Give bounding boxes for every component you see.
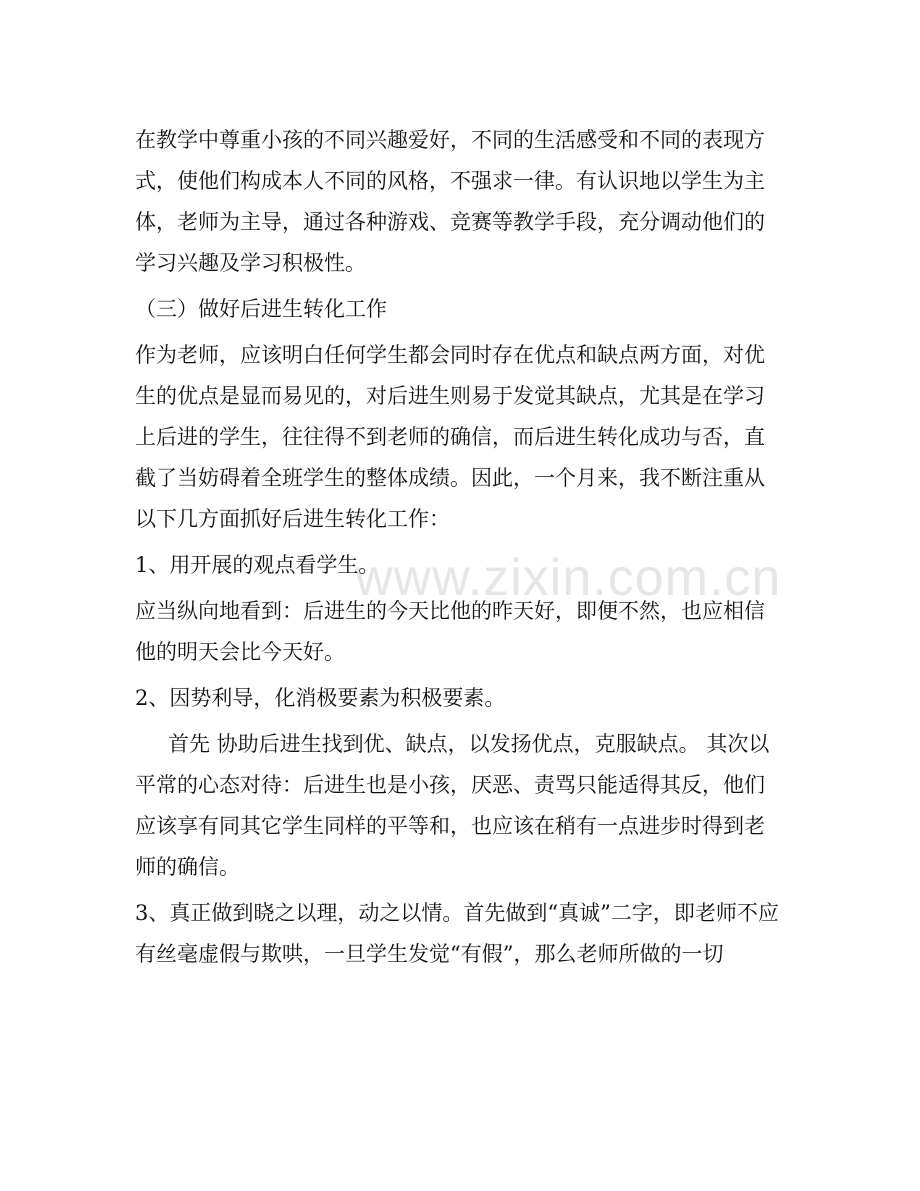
- list-item-1-heading: 1、用开展的观点看学生。: [135, 553, 380, 577]
- paragraph-item-3-sincerity: 3、真正做到晓之以理，动之以情。首先做到“真诚”二字，即老师不应有丝毫虚假与欺哄，一旦学生发觉“有假”，那么老师所做的一切: [135, 901, 779, 966]
- section-heading-underachievers: （三）做好后进生转化工作: [135, 297, 387, 321]
- list-item-2-heading: 2、因势利导，化消极要素为积极要素。: [135, 686, 506, 710]
- paragraph-vertical-view: 应当纵向地看到：后进生的今天比他的昨天好，即便不然，也应相信他的明天会比今天好。: [135, 599, 765, 664]
- paragraph-teacher-view: 作为老师，应该明白任何学生都会同时存在优点和缺点两方面，对优生的优点是显而易见的，对后进生则易于发觉其缺点，尤其是在学习上后进的学生，往往得不到老师的确信，而后进生转化成功与否，直截了当妨碍着全班学生的整体成绩。因此，一个月来，我不断注重从以下几方面抓好后进生转化工作：: [135, 343, 765, 531]
- document-body: [135, 120, 785, 975]
- paragraph-teaching-interests: 在教学中尊重小孩的不同兴趣爱好，不同的生活感受和不同的表现方式，使他们构成本人不同的风格，不强求一律。有认识地以学生为主体，老师为主导，通过各种游戏、竞赛等教学手段，充分调动他们的学习兴趣及学习积极性。: [135, 128, 765, 275]
- paragraph-help-underachievers: 首先 协助后进生找到优、缺点，以发扬优点，克服缺点。 其次以平常的心态对待：后进生也是小孩，厌恶、责骂只能适得其反，他们应该享有同其它学生同样的平等和，也应该在稍有一点进步时得到老师的确信。: [135, 732, 770, 879]
- watermark: www.zixin.com.cn: [355, 549, 782, 607]
